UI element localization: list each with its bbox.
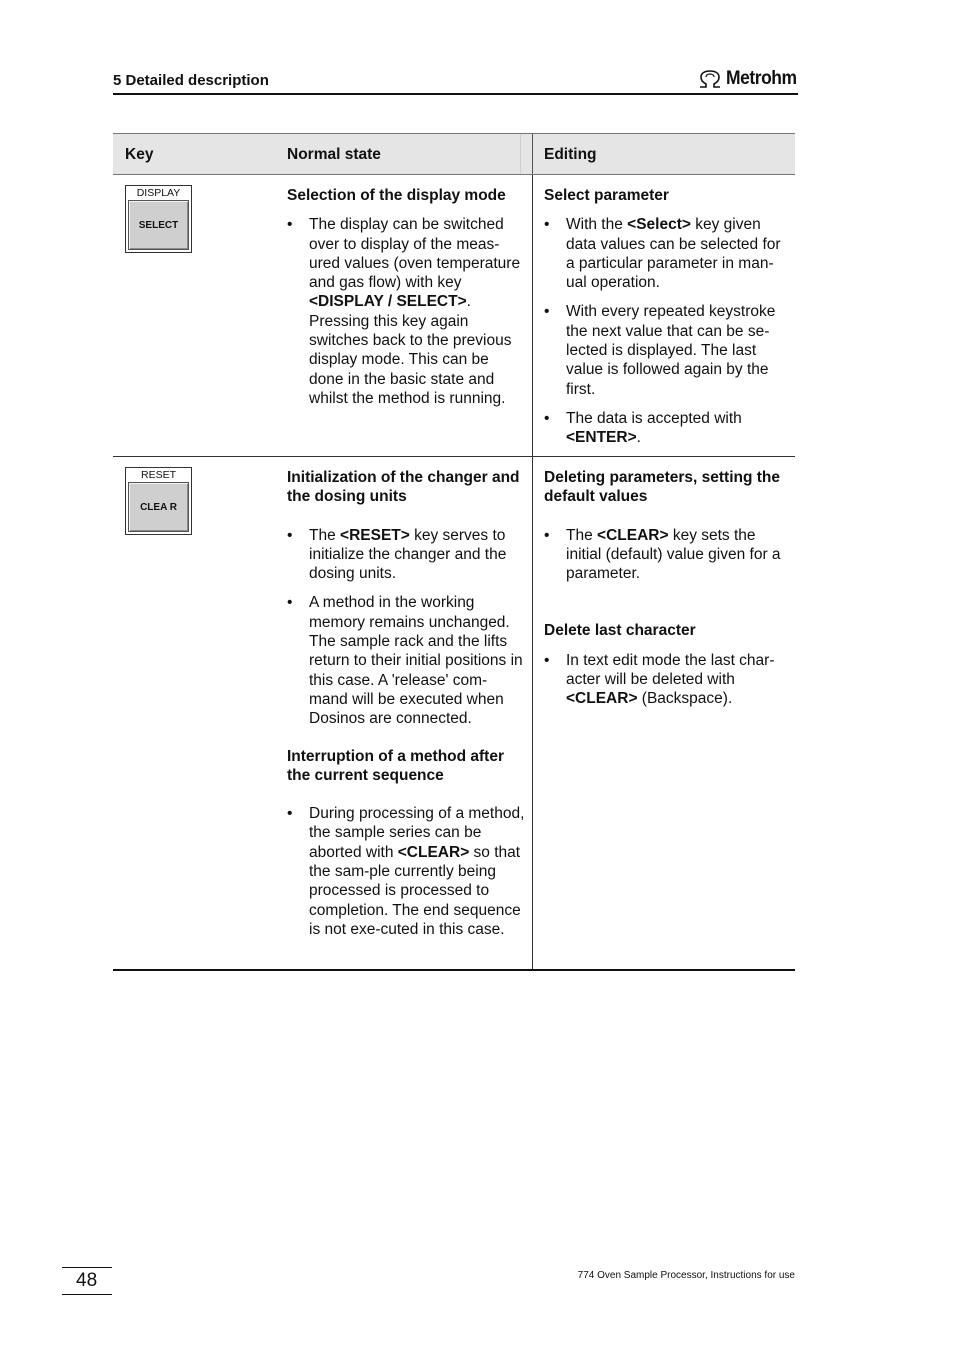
document-title: 774 Oven Sample Processor, Instructions for use [577, 1270, 795, 1281]
omega-icon [697, 69, 723, 89]
normal-state-cell [287, 468, 525, 939]
cell-heading: Delete last character [544, 622, 696, 640]
list-item: • The <CLEAR> key sets the initial (default) value given for a parameter. [544, 526, 789, 584]
reset-clear-key [125, 467, 192, 535]
column-header-editing: Editing [544, 146, 597, 163]
normal-state-cell [287, 186, 525, 408]
metrohm-logo [697, 68, 803, 90]
column-header-key: Key [125, 146, 154, 163]
header-divider [520, 134, 521, 174]
cell-heading: Interruption of a method after the current sequence [287, 747, 504, 784]
list-item: • In text edit mode the last char-acter will be deleted with <CLEAR> (Backspace). [544, 651, 789, 709]
display-select-key [125, 185, 192, 253]
header-rule [113, 93, 798, 95]
cell-heading: Selection of the display mode [287, 187, 506, 204]
page-number: 48 [76, 1270, 98, 1291]
key-top-label: RESET [140, 469, 176, 481]
page-number-rule [62, 1267, 112, 1268]
logo-wordmark: Metrohm [726, 68, 797, 89]
list-item: • The data is accepted with <ENTER>. [544, 409, 789, 448]
list-item: • The display can be switched over to display of the meas-ured values (oven temperature and gas flow) with key <DISPLAY / SELECT>. Pressing this key again switches back to the previous display mode. This can be done in the basic state and whilst the method is running. [287, 215, 525, 408]
list-item: • During processing of a method, the sample series can be aborted with <CLEAR> so that the sam-ple currently being processed is processed to completion. The end sequence is not exe-cuted in this case. [287, 804, 525, 939]
cell-heading: Initialization of the changer and the dosing units [287, 469, 520, 506]
key-function-table [113, 133, 795, 971]
table-row [113, 175, 795, 457]
header-divider [532, 134, 533, 174]
key-button-face: CLEA R [128, 482, 189, 532]
list-item: • The <RESET> key serves to initialize the changer and the dosing units. [287, 526, 525, 584]
key-button-face: SELECT [128, 200, 189, 250]
list-item: • With the <Select> key given data values can be selected for a particular parameter in man-ual operation. [544, 215, 789, 292]
cell-heading: Deleting parameters, setting the default values [544, 469, 781, 506]
list-item: • With every repeated keystroke the next value that can be se-lected is displayed. The last value is followed again by the first. [544, 302, 789, 398]
table-row [113, 457, 795, 971]
column-divider [532, 457, 533, 969]
column-divider [532, 175, 533, 456]
table-header [113, 133, 795, 175]
editing-cell [544, 468, 789, 709]
list-item: • A method in the working memory remains unchanged. The sample rack and the lifts return to their initial positions in this case. A 'release' com-mand will be executed when Dosinos are connected. [287, 593, 525, 728]
editing-cell [544, 186, 789, 448]
key-top-label: DISPLAY [136, 187, 181, 199]
page-number-rule [62, 1294, 112, 1295]
cell-heading: Select parameter [544, 187, 669, 204]
column-header-normal-state: Normal state [287, 146, 381, 163]
section-title: 5 Detailed description [113, 72, 269, 89]
